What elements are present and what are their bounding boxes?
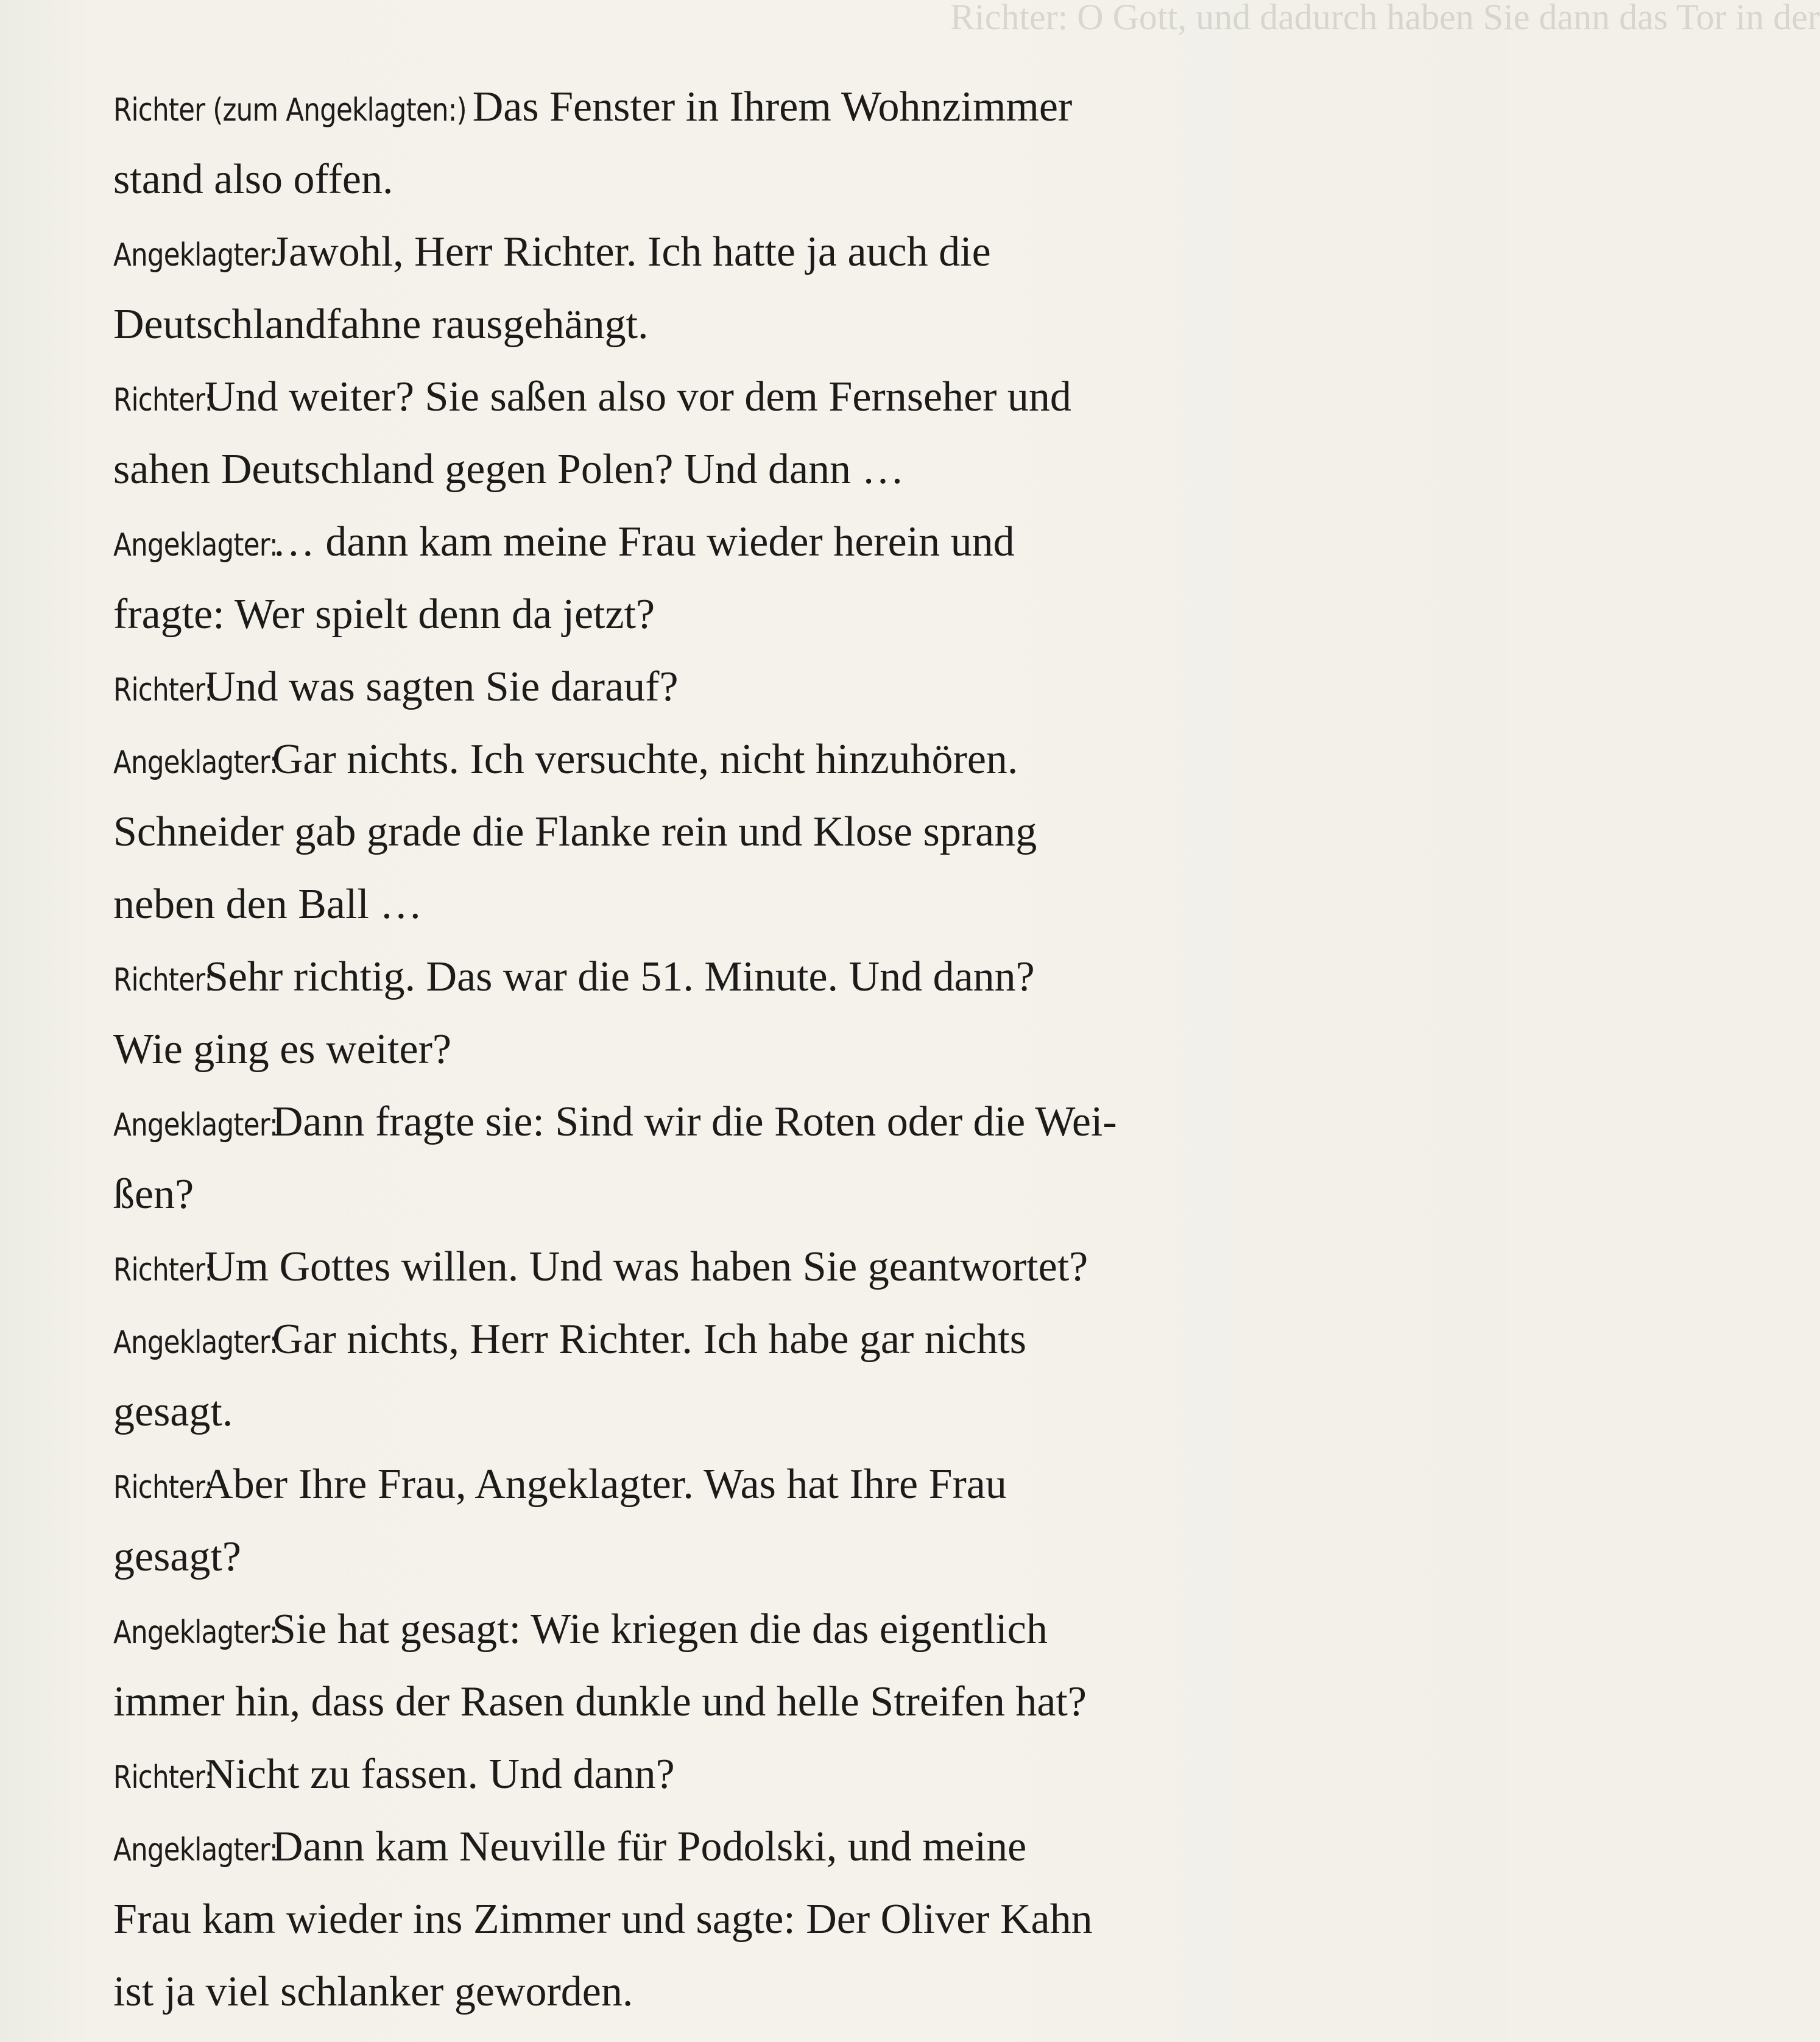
dialogue-line [113,1593,1423,1666]
spoken-text: Dann fragte sie: Sind wir die Roten oder die Wei- [272,1098,1117,1145]
dialogue-line [113,1448,1423,1521]
dialogue-line [113,1303,1423,1376]
spoken-text: ist ja viel schlanker geworden. [113,1968,633,2015]
dialogue-line [113,1666,1423,1738]
spoken-text: Jawohl, Herr Richter. Ich hatte ja auch die [272,228,991,275]
dialogue-line [113,1521,1423,1593]
dialogue-line [113,868,1423,941]
spoken-text: Und weiter? Sie saßen also vor dem Fernseher und [205,373,1071,420]
dialogue-line [113,361,1423,433]
spoken-text: … dann kam meine Frau wieder herein und [272,518,1015,565]
spoken-text: Gar nichts. Ich versuchte, nicht hinzuhören. [272,736,1018,783]
speaker-label: Angeklagter: [113,1832,278,1868]
spoken-text: Aber Ihre Frau, Angeklagter. Was hat Ihre Frau [202,1461,1007,1508]
spoken-text: Dann kam Neuville für Podolski, und meine [272,1823,1027,1870]
speaker-label: Richter: [113,1252,213,1288]
speaker-label: Angeklagter: [113,1614,278,1651]
spoken-text: Schneider gab grade die Flanke rein und Klose sprang [113,808,1037,855]
dialogue-line [113,1158,1423,1231]
speaker-label: Richter: [113,1759,213,1796]
dialogue-line [113,723,1423,796]
dialogue-line [113,288,1423,361]
speaker-label: Angeklagter: [113,744,278,781]
speaker-label: Richter: [113,382,213,419]
dialogue-line [113,216,1423,288]
dialogue-text [113,71,1423,2028]
dialogue-line [113,651,1423,723]
dialogue-line [113,433,1423,506]
dialogue-line [113,1231,1423,1303]
spoken-text: sahen Deutschland gegen Polen? Und dann … [113,446,905,493]
speaker-label: Richter (zum Angeklagten:) [113,92,467,129]
speaker-label: Angeklagter: [113,527,278,563]
spoken-text: Sehr richtig. Das war die 51. Minute. Und dann? [205,953,1035,1000]
dialogue-line [113,796,1423,868]
dialogue-line [113,1376,1423,1448]
speaker-label: Angeklagter: [113,237,278,274]
spoken-text: Frau kam wieder ins Zimmer und sagte: Der Oliver Kahn [113,1896,1093,1943]
dialogue-line [113,506,1423,578]
spoken-text: fragte: Wer spielt denn da jetzt? [113,591,655,638]
dialogue-line [113,1738,1423,1811]
bleed-through-text: Richter: O Gott, und dadurch haben Sie dann das Tor in der [950,0,1820,37]
dialogue-line [113,1086,1423,1158]
speaker-label: Richter: [113,1469,213,1506]
spoken-text: Um Gottes willen. Und was haben Sie geantwortet? [205,1243,1088,1290]
spoken-text: ßen? [113,1171,194,1218]
speaker-label: Angeklagter: [113,1107,278,1143]
spoken-text: gesagt. [113,1388,233,1435]
speaker-label: Richter: [113,962,213,998]
dialogue-line [113,941,1423,1013]
dialogue-line [113,578,1423,651]
spoken-text: Nicht zu fassen. Und dann? [205,1751,675,1798]
spoken-text: Wie ging es weiter? [113,1026,452,1073]
dialogue-line [113,71,1423,143]
spoken-text: Sie hat gesagt: Wie kriegen die das eigentlich [272,1606,1048,1653]
dialogue-line [113,1883,1423,1955]
dialogue-line [113,1013,1423,1086]
spoken-text: Und was sagten Sie darauf? [205,663,679,710]
spoken-text: immer hin, dass der Rasen dunkle und helle Streifen hat? [113,1678,1087,1725]
spoken-text: stand also offen. [113,156,393,203]
spoken-text: gesagt? [113,1533,241,1580]
spoken-text: Gar nichts, Herr Richter. Ich habe gar nichts [272,1316,1026,1363]
spoken-text: Deutschlandfahne rausgehängt. [113,301,649,348]
dialogue-line [113,1811,1423,1883]
dialogue-line [113,1955,1423,2028]
spoken-text: Das Fenster in Ihrem Wohnzimmer [472,83,1073,130]
dialogue-line [113,143,1423,216]
spoken-text: neben den Ball … [113,881,423,928]
speaker-label: Richter: [113,672,213,708]
speaker-label: Angeklagter: [113,1324,278,1361]
